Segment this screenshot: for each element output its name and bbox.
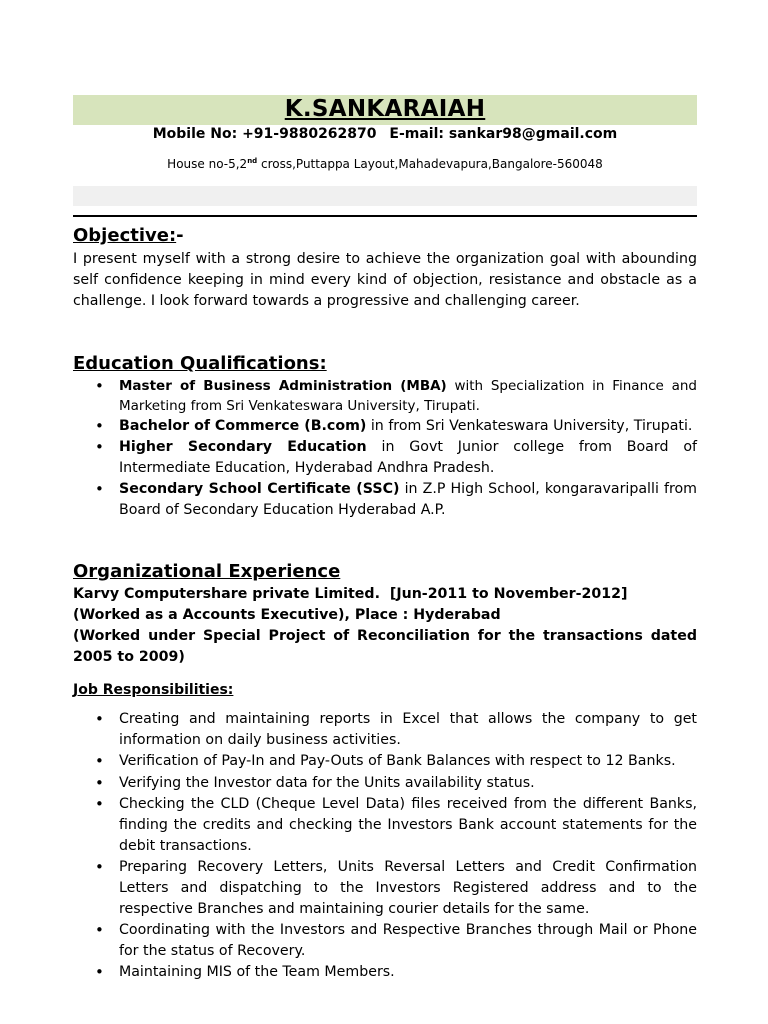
responsibility-item: • Preparing Recovery Letters, Units Reversal Letters and Credit Confirmation Letters and dispatching to the Investors Registered address and to the respective Branches and maintaining courier details for the same. [73, 857, 697, 919]
responsibility-item: • Verifying the Investor data for the Units availability status. [73, 773, 697, 794]
education-item-bcom [73, 416, 697, 437]
education-item-mba [73, 376, 697, 416]
job-responsibilities-heading: Job Responsibilities: [73, 682, 234, 698]
contact-line [73, 126, 697, 142]
education-item-title: Higher Secondary Education [119, 439, 367, 455]
education-heading: Education Qualifications: [73, 353, 327, 374]
mobile-number: Mobile No: +91-9880262870 [152, 126, 377, 142]
education-item-hse [73, 437, 697, 479]
objective-heading-dash: - [176, 225, 184, 246]
objective-heading-text: Objective: [73, 225, 177, 246]
objective-text: I present myself with a strong desire to achieve the organization goal with abounding self confidence keeping in mind every kind of objection, resistance and obstacle as a challenge. I look forward towards a progressive and challenging career. [73, 251, 697, 309]
education-item-detail: with Specialization in Finance and Marketing from Sri Venkateswara University, Tirupati. [119, 378, 697, 414]
education-item-ssc [73, 479, 697, 521]
header-divider [73, 215, 697, 217]
candidate-name: K.SANKARAIAH [284, 96, 486, 122]
address-prefix: House no-5,2 [167, 157, 248, 171]
education-item-detail: in Govt Junior college from Board of Intermediate Education, Hyderabad Andhra Pradesh. [119, 439, 697, 476]
education-item-title: Secondary School Certificate (SSC) [119, 481, 400, 497]
postal-address [73, 157, 697, 171]
education-item-title: Bachelor of Commerce (B.com) [119, 418, 367, 434]
responsibility-item: • Maintaining MIS of the Team Members. [73, 962, 697, 983]
responsibility-item: • Coordinating with the Investors and Respective Branches through Mail or Phone for the status of Recovery. [73, 920, 697, 962]
experience-heading: Organizational Experience [73, 561, 341, 582]
company-line: Karvy Computershare private Limited. [Jun-2011 to November-2012] [73, 586, 628, 602]
education-list [73, 376, 697, 521]
education-item-title: Master of Business Administration (MBA) [119, 378, 447, 394]
address-superscript: nd [247, 157, 258, 165]
education-item-detail: in from Sri Venkateswara University, Tirupati. [366, 418, 693, 434]
responsibility-item: • Checking the CLD (Cheque Level Data) files received from the different Banks, finding the credits and checking the Investors Bank account statements for the debit transactions. [73, 794, 697, 856]
objective-heading [73, 225, 697, 246]
responsibility-item: • Creating and maintaining reports in Excel that allows the company to get information on daily business activities. [73, 709, 697, 751]
email-address: E-mail: sankar98@gmail.com [389, 126, 618, 142]
experience-summary [73, 584, 697, 668]
address-suffix: cross,Puttappa Layout,Mahadevapura,Bangalore-560048 [257, 157, 603, 171]
project-line: (Worked under Special Project of Reconciliation for the transactions dated 2005 to 2009) [73, 628, 697, 665]
responsibilities-list [73, 709, 697, 984]
role-line: (Worked as a Accounts Executive), Place : Hyderabad [73, 607, 501, 623]
education-item-detail: in Z.P High School, kongaravaripalli from Board of Secondary Education Hyderabad A.P. [119, 481, 697, 518]
header-spacer-bar [73, 186, 697, 206]
responsibility-item: • Verification of Pay-In and Pay-Outs of Bank Balances with respect to 12 Banks. [73, 751, 697, 772]
